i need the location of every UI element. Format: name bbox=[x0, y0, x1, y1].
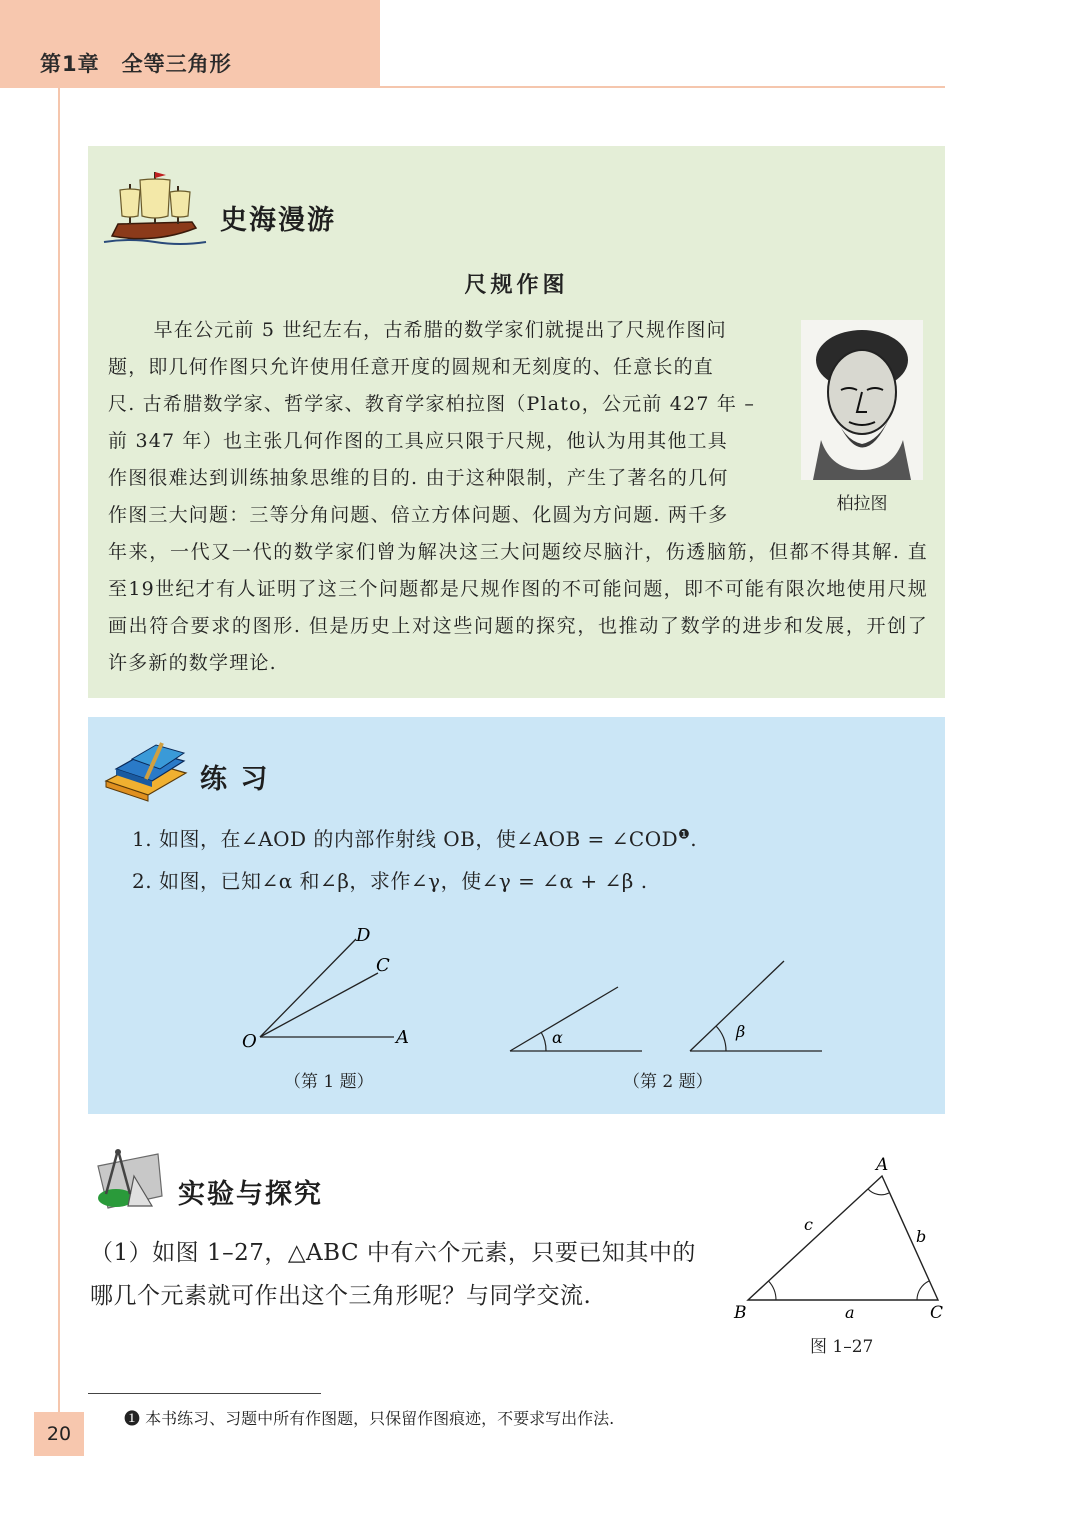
vertex-c-label: C bbox=[930, 1303, 944, 1323]
paragraph-line: 作图三大问题：三等分角问题、倍立方体问题、化圆为方问题. 两千多 bbox=[108, 504, 729, 526]
plato-caption: 柏拉图 bbox=[836, 494, 888, 514]
label-d: D bbox=[356, 925, 371, 946]
side-c-label: c bbox=[804, 1215, 813, 1234]
exercise-section-title: 练 习 bbox=[200, 764, 270, 795]
paragraph-top bbox=[108, 312, 768, 534]
figure-1-caption: （第 1 题） bbox=[284, 1072, 374, 1092]
label-c: C bbox=[376, 955, 390, 976]
exercise-item-1-end: . bbox=[690, 827, 698, 851]
label-beta: β bbox=[736, 1022, 746, 1041]
figure-1-27-caption: 图 1–27 bbox=[810, 1337, 874, 1357]
ray-od bbox=[260, 939, 356, 1037]
margin-rule bbox=[58, 88, 60, 1448]
paragraph-line: 前 347 年）也主张几何作图的工具应只限于尺规，他认为用其他工具 bbox=[108, 430, 728, 452]
page-number: 20 bbox=[34, 1412, 84, 1456]
paragraph-line: 作图很难达到训练抽象思维的目的. 由于这种限制，产生了著名的几何 bbox=[108, 467, 729, 489]
ship-icon bbox=[100, 166, 210, 248]
paragraph-line: 早在公元前 5 世纪左右，古希腊的数学家们就提出了尺规作图问 bbox=[153, 319, 727, 341]
vertex-a-label: A bbox=[876, 1155, 889, 1175]
paragraph-rest: 年来，一代又一代的数学家们曾为解决这三大问题绞尽脑汁，伤透脑筋，但都不得其解. 直至19世纪才有人证明了这三个问题都是尺规作图的不可能问题，即不可能有限次地使用尺规画出符合要求的图形. 但是历史上对这些问题的探究，也推动了数学的进步和发展，开创了许多新的数学理论. bbox=[108, 541, 928, 674]
label-o: O bbox=[242, 1031, 257, 1052]
figure-2-caption: （第 2 题） bbox=[623, 1072, 713, 1092]
triangle-abc-figure bbox=[728, 1150, 950, 1330]
footnote-rule bbox=[88, 1393, 321, 1394]
footnote-mark: ❶ bbox=[124, 1409, 141, 1428]
exercise-item-2: 2. 如图，已知∠α 和∠β，求作∠γ，使∠γ = ∠α + ∠β . bbox=[132, 869, 648, 893]
header-rule bbox=[380, 86, 945, 88]
chapter-number: 第1章 bbox=[40, 52, 100, 76]
figure-1-angle-diagram bbox=[234, 923, 424, 1063]
paragraph-line: 尺. 古希腊数学家、哲学家、教育学家柏拉图（Plato，公元前 427 年 – bbox=[108, 393, 756, 415]
article-title: 尺规作图 bbox=[464, 272, 569, 298]
ray-oc bbox=[260, 973, 378, 1037]
footnote bbox=[124, 1406, 614, 1429]
chapter-name: 全等三角形 bbox=[121, 52, 232, 76]
history-section-title: 史海漫游 bbox=[220, 205, 336, 236]
experiment-section-title: 实验与探究 bbox=[178, 1179, 323, 1210]
label-alpha: α bbox=[552, 1028, 563, 1047]
compass-ruler-icon bbox=[88, 1146, 168, 1214]
plato-portrait-image bbox=[801, 320, 923, 480]
triangle-abc bbox=[748, 1176, 938, 1300]
experiment-text: （1）如图 1–27，△ABC 中有六个元素，只要已知其中的哪几个元素就可作出这个三角形呢？与同学交流. bbox=[90, 1240, 696, 1309]
paragraph-line: 题，即几何作图只允许使用任意开度的圆规和无刻度的、任意长的直 bbox=[108, 356, 715, 378]
chapter-header-title bbox=[40, 48, 232, 78]
exercise-item-1 bbox=[132, 823, 697, 852]
history-section bbox=[88, 146, 945, 698]
label-a: A bbox=[396, 1027, 409, 1048]
side-b-label: b bbox=[916, 1227, 927, 1246]
exercise-section bbox=[88, 717, 945, 1114]
figure-2-angles-diagram bbox=[506, 953, 836, 1057]
footnote-text: 本书练习、习题中所有作图题，只保留作图痕迹，不要求写出作法. bbox=[145, 1409, 615, 1428]
books-pencil-icon bbox=[102, 739, 188, 805]
exercise-item-1-text: 1. 如图，在∠AOD 的内部作射线 OB，使∠AOB = ∠COD bbox=[132, 827, 679, 851]
vertex-b-label: B bbox=[734, 1303, 747, 1323]
footnote-marker: ❶ bbox=[678, 827, 691, 843]
side-a-label: a bbox=[845, 1303, 855, 1322]
